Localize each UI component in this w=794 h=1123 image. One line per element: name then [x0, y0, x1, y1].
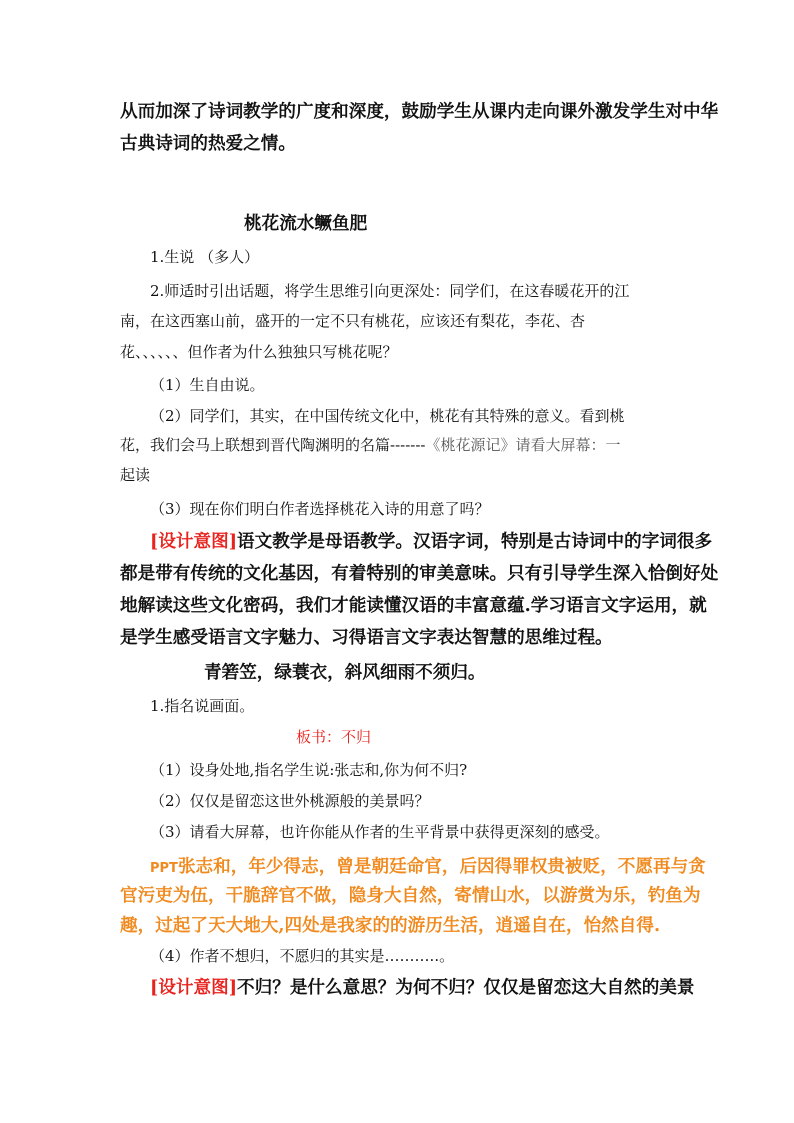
section2-item-1: 1.指名说画面。 [150, 697, 255, 715]
section1-sub-1: （1）生自由说。 [150, 376, 265, 394]
section1-item-2-line-2: 南，在这西塞山前，盛开的一定不只有桃花，应该还有梨花，李花、杏 [120, 312, 586, 330]
section2-sub-3: （3）请看大屏幕，也许你能从作者的生平背景中获得更深刻的感受。 [150, 823, 610, 841]
section1-sub-2-line-3: 起读 [120, 466, 151, 484]
ppt-line-3: 趣，过起了天大地大,四处是我家的的游历生活，逍遥自在，怡然自得. [120, 915, 661, 936]
ppt-line-2: 官污吏为伍，干脆辞官不做，隐身大自然，寄情山水，以游赏为乐，钓鱼为 [120, 885, 701, 906]
blackboard-note: 板书：不归 [296, 728, 372, 746]
section1-design-line-3: 地解读这些文化密码，我们才能读懂汉语的丰富意蕴.学习语言文字运用，就 [120, 595, 707, 616]
section1-item-2-line-3: 花、、、、、、但作者为什么独独只写桃花呢？ [120, 343, 398, 361]
section2-sub-2: （2）仅仅是留恋这世外桃源般的美景吗？ [150, 792, 430, 810]
taohuayuanji-reference: 《桃花源记》请看大屏幕：一 [425, 436, 621, 454]
section1-item-1: 1.生说 （多人） [150, 248, 260, 266]
section1-sub-3: （3）现在你们明白作者选择桃花入诗的用意了吗？ [150, 500, 490, 518]
section1-sub-2-line-2 [120, 434, 621, 455]
section1-heading: 桃花流水鳜鱼肥 [244, 213, 368, 234]
section2-sub-4: （4）作者不想归，不愿归的其实是………..。 [150, 947, 455, 965]
ppt-line-1 [150, 853, 706, 878]
section1-design-line-2: 都是带有传统的文化基因，有着特别的审美意味。只有引导学生深入恰倒好处 [120, 563, 719, 584]
section1-design-line-1 [150, 528, 712, 553]
ppt-text-1: 张志和，年少得志，曾是朝廷命官，后因得罪权贵被贬，不愿再与贪 [177, 856, 706, 877]
ppt-label: PPT [150, 861, 178, 876]
design-intent-text-2: 不归？是什么意思？为何不归？仅仅是留恋这大自然的美景 [237, 977, 695, 998]
intro-line-2: 古典诗词的热爱之情。 [120, 133, 296, 154]
section2-design-line-1 [150, 974, 694, 999]
section2-sub-1: （1）设身处地,指名学生说:张志和,你为何不归? [150, 761, 468, 779]
design-intent-tag: [设计意图] [150, 531, 238, 552]
intro-line-1: 从而加深了诗词教学的广度和深度，鼓励学生从课内走向课外激发学生对中华 [120, 101, 719, 122]
section2-heading: 青箬笠，绿蓑衣，斜风细雨不须归。 [204, 662, 486, 683]
section1-item-2-line-1: 2.师适时引出话题，将学生思维引向更深处：同学们，在这春暖花开的江 [150, 282, 630, 300]
design-intent-text: 语文教学是母语教学。汉语字词，特别是古诗词中的字词很多 [237, 531, 713, 552]
section1-design-line-4: 是学生感受语言文字魅力、习得语言文字表达智慧的思维过程。 [120, 627, 613, 648]
section1-sub-2-line-1: （2）同学们，其实，在中国传统文化中，桃花有其特殊的意义。看到桃 [150, 407, 625, 425]
section1-sub-2-line-2a: 花，我们会马上联想到晋代陶渊明的名篇------- [120, 436, 426, 454]
design-intent-tag-2: [设计意图] [150, 977, 238, 998]
